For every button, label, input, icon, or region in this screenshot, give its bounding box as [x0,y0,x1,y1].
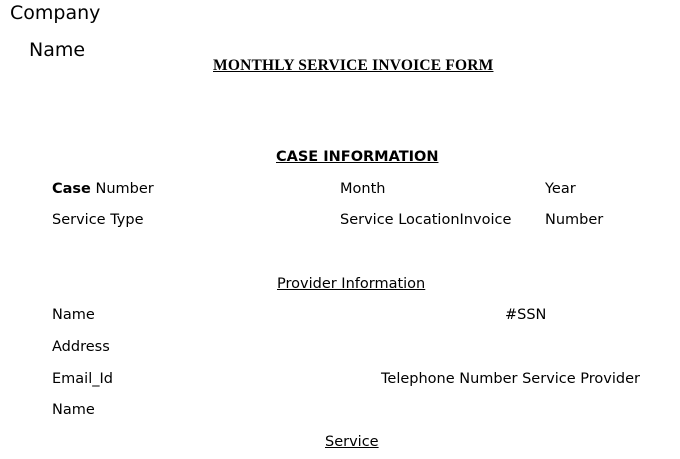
month-label: Month [340,181,386,197]
case-label-rest: Number [90,181,154,197]
email-id-label: Email_Id [52,371,113,387]
provider-information-heading: Provider Information [277,276,426,292]
company-name-line1: Company [10,2,101,24]
document-title: MONTHLY SERVICE INVOICE FORM [213,57,494,74]
year-label: Year [545,181,576,197]
case-label-bold: Case [52,181,91,197]
service-heading: Service [325,434,379,450]
address-label: Address [52,339,110,355]
case-information-heading: CASE INFORMATION [276,149,439,165]
ssn-label: #SSN [505,307,547,323]
case-number-label [52,181,154,197]
service-provider-name-label: Name [52,402,95,418]
service-location-invoice-label: Service LocationInvoice [340,212,512,228]
company-name-line2: Name [29,39,86,61]
telephone-service-provider-label: Telephone Number Service Provider [381,371,641,387]
number-label: Number [545,212,604,228]
service-type-label: Service Type [52,212,144,228]
provider-name-label: Name [52,307,95,323]
